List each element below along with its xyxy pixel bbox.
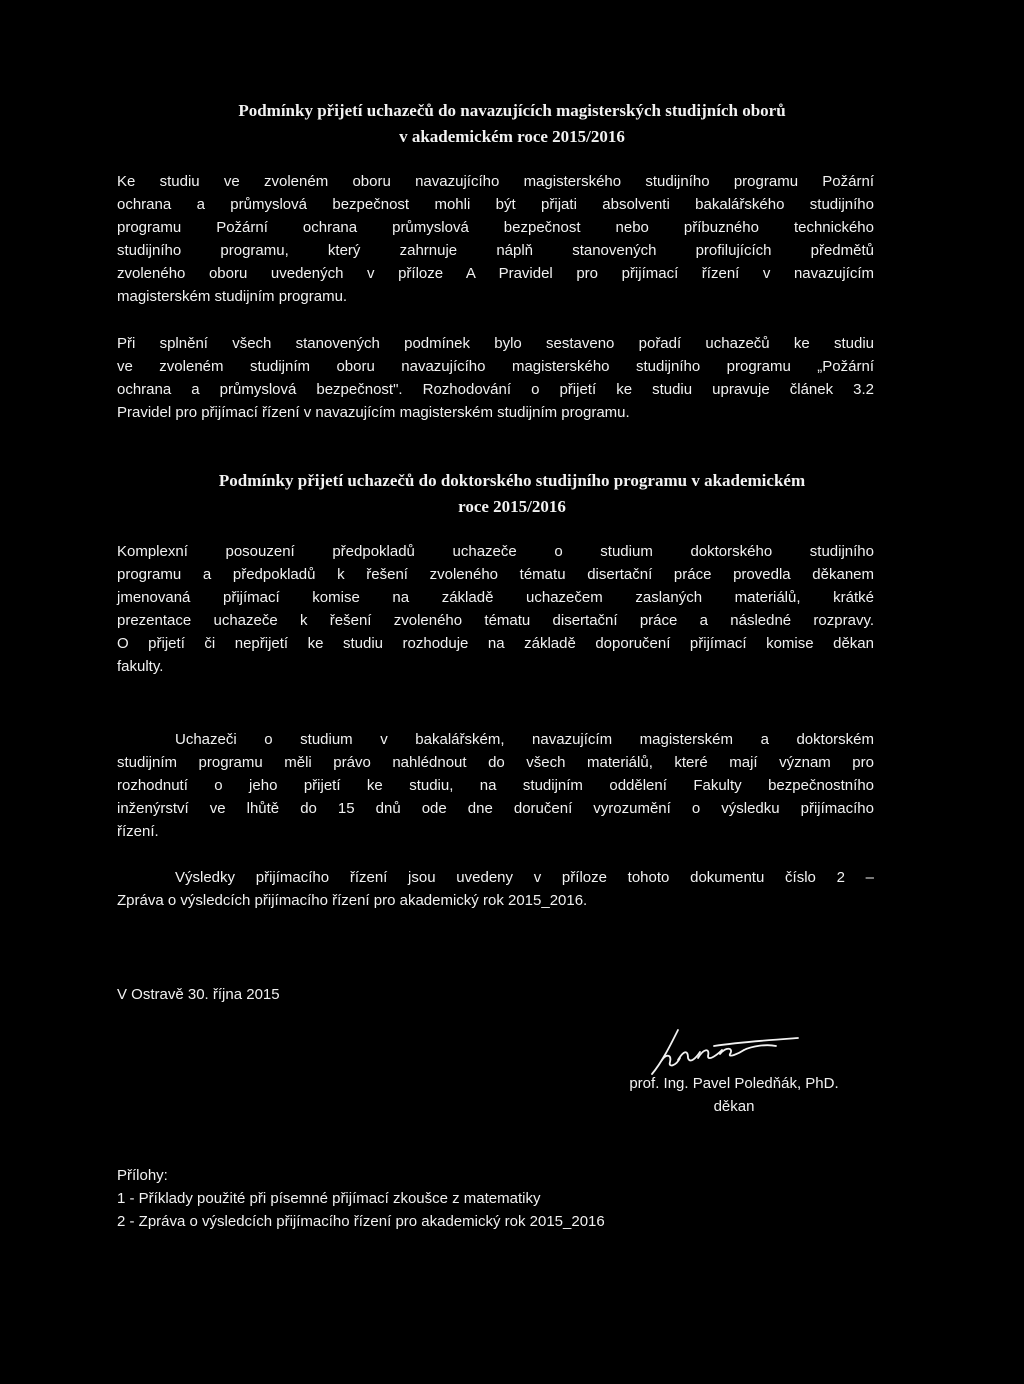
text-line: rozhodnutí o jeho přijetí ke studiu, na studijním oddělení Fakulty bezpečnostního	[117, 777, 874, 794]
appeal-paragraph	[117, 728, 874, 843]
section1-heading-line: v akademickém roce 2015/2016	[399, 127, 625, 146]
results-paragraph	[117, 866, 874, 912]
text-line: programu a předpokladů k řešení zvoleného tématu disertační práce provedla děkanem	[117, 566, 874, 583]
text-line: prezentace uchazeče k řešení zvoleného tématu disertační práce a následné rozpravy.	[117, 612, 874, 629]
section2-heading-line: roce 2015/2016	[458, 497, 566, 516]
text-line: magisterském studijním programu.	[117, 288, 348, 305]
text-line: ve zvoleném studijním oboru navazujícího magisterského studijního programu „Požární	[117, 358, 874, 375]
place-date: V Ostravě 30. října 2015	[117, 986, 280, 1003]
section2-heading-line: Podmínky přijetí uchazečů do doktorského studijního programu v akademickém	[218, 471, 806, 490]
text-line: ochrana a průmyslová bezpečnost mohli být přijati absolventi bakalářského studijního	[117, 196, 874, 213]
text-line: řízení.	[117, 823, 159, 840]
section2-heading	[96, 468, 928, 520]
text-line: inženýrství ve lhůtě do 15 dnů ode dne doručení vyrozumění o výsledku přijímacího	[117, 800, 874, 817]
attachment-item: 1 - Příklady použité při písemné přijímací zkoušce z matematiky	[117, 1190, 541, 1207]
text-line: jmenovaná přijímací komise na základě uchazečem zaslaných materiálů, krátké	[117, 589, 874, 606]
text-line: programu Požární ochrana průmyslová bezpečnost nebo příbuzného technického	[117, 219, 874, 236]
text-line: Pravidel pro přijímací řízení v navazujícím magisterském studijním programu.	[117, 404, 630, 421]
attachments-title: Přílohy:	[117, 1167, 168, 1184]
section1-paragraph-1	[117, 170, 874, 308]
signatory-role: děkan	[713, 1098, 755, 1115]
section1-heading-line: Podmínky přijetí uchazečů do navazujících magisterských studijních oborů	[238, 101, 786, 120]
text-line: O přijetí či nepřijetí ke studiu rozhoduje na základě doporučení přijímací komise děkan	[117, 635, 874, 652]
text-line: studijním programu měli právo nahlédnout do všech materiálů, které mají význam pro	[117, 754, 874, 771]
text-line: Uchazeči o studium v bakalářském, navazujícím magisterském a doktorském	[175, 731, 874, 748]
text-line: fakulty.	[117, 658, 164, 675]
text-line: Komplexní posouzení předpokladů uchazeče o studium doktorského studijního	[117, 543, 874, 560]
signatory	[560, 1072, 908, 1118]
text-line: Výsledky přijímacího řízení jsou uvedeny v příloze tohoto dokumentu číslo 2 –	[175, 869, 874, 886]
text-line: ochrana a průmyslová bezpečnost". Rozhodování o přijetí ke studiu upravuje článek 3.2	[117, 381, 874, 398]
text-line: Ke studiu ve zvoleném oboru navazujícího magisterského studijního programu Požární	[117, 173, 874, 190]
text-line: Zpráva o výsledcích přijímacího řízení pro akademický rok 2015_2016.	[117, 892, 588, 909]
text-line: studijního programu, který zahrnuje náplň stanovených profilujících předmětů	[117, 242, 874, 259]
section1-paragraph-2	[117, 332, 874, 424]
signatory-name: prof. Ing. Pavel Poledňák, PhD.	[629, 1075, 839, 1092]
attachments-list	[117, 1164, 877, 1233]
section2-paragraph	[117, 540, 874, 678]
attachment-item: 2 - Zpráva o výsledcích přijímacího řízení pro akademický rok 2015_2016	[117, 1213, 605, 1230]
text-line: zvoleného oboru uvedených v příloze A Pravidel pro přijímací řízení v navazujícím	[117, 265, 874, 282]
text-line: Při splnění všech stanovených podmínek bylo sestaveno pořadí uchazečů ke studiu	[117, 335, 874, 352]
section1-heading	[96, 98, 928, 150]
